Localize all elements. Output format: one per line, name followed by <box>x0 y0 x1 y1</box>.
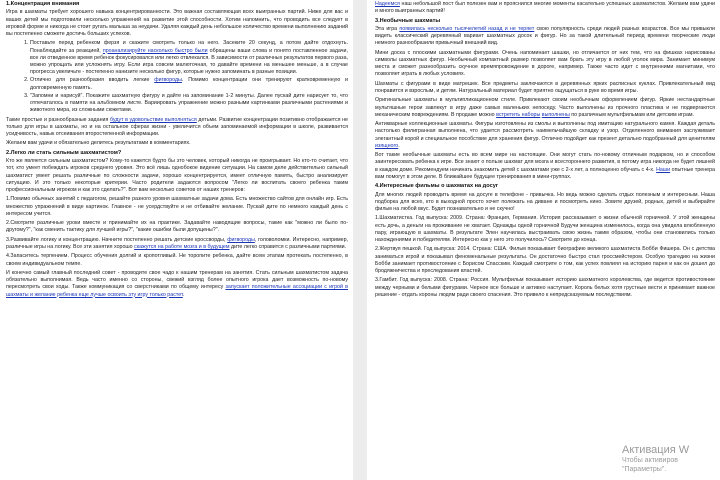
hyperlink-text[interactable]: фигвороды <box>227 236 255 243</box>
text-run: Желаем вам удачи и обязательно делитесь результатами в комментариях. <box>6 140 191 147</box>
hyperlink-text[interactable]: Надеемся <box>375 1 400 7</box>
paragraph <box>375 121 715 150</box>
paragraph <box>6 9 348 38</box>
paragraph <box>6 220 348 234</box>
hyperlink-text[interactable]: фигвороды <box>154 77 182 84</box>
hyperlink-text[interactable]: скажутся на работе мозга и в будущем <box>134 243 230 250</box>
hyperlink-text[interactable]: будут в удовольствие выполняться <box>109 116 197 123</box>
watermark-title: Активация W <box>622 444 690 456</box>
list-item <box>30 40 348 76</box>
text-run: свою популярность среди людей разных возрастов. Все мы привыкли видеть классический деревянный вариант шахматных досок и фигур. Но за такой длительный период времени творческие люди немного разнообразили привычный внешний вид. <box>375 25 715 47</box>
text-run: , головоломки. Интересно, например, различные игры на логику. Все эти занятия хорошо <box>6 236 348 250</box>
text-run: Отлично для разнообразия вводить легкие <box>30 77 155 84</box>
text-run: опытные тренера вам помогут в этом деле. В ближайшее будущее тренирования в мини-группах. <box>375 166 716 180</box>
document-page-right <box>367 0 720 480</box>
hyperlink-text[interactable]: запускает положительные ассоциации с игрой в шахматы и желание ребенка еще лучше освоить эту игру только растет <box>6 284 348 298</box>
text-run: 2.Смотрите различные уроки вместе и принимайте их на практике. Задавайте наводящие вопросы, такие как "можно ли было по-другому?", "как сменить тактику для лучшей игры?", "какие ошибки были допущены?". <box>6 220 348 234</box>
section-heading: 2.Легко ли стать сильным шахматистом? <box>6 149 122 156</box>
text-run: Игра в шахматы требует хорошего навыка концентрированности. Это важная составляющая всех выигранных партий. Ниже для вас и ваших детей мы подготовили несколько упражнений на развитие этой способности. Хотим напомнить, что проводить все следует в игровой форме и никогда не стоит ругать малыша за неудачи. Удаляя каждый день небольшое количество времени выполнению заданий вы постепенно сможете достичь больших успехов. <box>6 9 348 37</box>
hyperlink-text[interactable]: изящного <box>375 142 399 149</box>
text-run: по различным мультфильмам или детским играм. <box>569 111 694 118</box>
numbered-list <box>6 40 348 114</box>
hyperlink-text[interactable]: Наши <box>656 166 671 173</box>
text-run: Для многих людей проводить время на досуге в телефоне - привычка. Но ведь можно сделать отдых полезным и интересным. Наша подборка для всех, кто в выходной просто хочет полежать на диване и посмотреть кино. Зовите друзей, родных, детей и выбирайте фильм на любой вкус. Будет познавательно и не скучно! <box>375 191 715 212</box>
paragraph <box>6 270 348 299</box>
paragraph <box>375 192 715 214</box>
text-run: Мини доска с плоскими шахматными фигурами. Очень напоминает шашки, но отличается от них тем, что на фишках нарисованы символы шахматных фигур. Необычный компактный размер позволяет вам брать эту игру в любой уголок мира. Занимает минимум места и сможет разнообразить скучное времяпровождение в дороге, например. Также часто идет с внутренними магнитами, что позволяет играть в любых условиях. <box>375 49 715 78</box>
text-run: Эта игра <box>375 25 400 32</box>
hyperlink-text[interactable]: выполнены <box>541 111 570 118</box>
section-heading: 1.Концентрация внимания <box>6 1 80 7</box>
paragraph <box>375 152 715 181</box>
text-run: Поставьте перед ребенком ферзя и скажите смотреть только на него. Засеките 20 секунд, а потом дайте отдохнуть. Понаблюдайте за реакцией, <box>30 40 348 54</box>
document-page-left <box>0 0 353 480</box>
text-run: детьми. Развитие концентрации позитивно отображается не только для игры в шахматы, но и на остальное сферах жизни - увеличится объем запоминаемой информации в школе, развивается усидчивость, навык отсеивания второстепенной информации. <box>6 116 348 138</box>
paragraph <box>375 246 715 275</box>
text-run: "Запомни и нарисуй". Покажите шахматную фигуру и дайте на запоминание 1-2 минуты. Далее пускай дите нарисует то, что отпечаталось в памяти на альбомном листе. Вариировать упражнение можно разными картинками различными растениями и животного мира, из сложными сюжетами. <box>30 92 348 114</box>
text-run: 1.Помимо обычных занятий с педагогом, решайте разного уровня шахматные задачи дома. Есть множество сайтов для онлайн игр. Есть множество упражнений в виде картинок. Главное - не усердствуйте и не отбивайте желание. Пускай дите по немного каждый день с интересом учится. <box>6 196 348 217</box>
text-run: 3.Развивайте логику и концентрацию. Начните постепенно решать детские кроссворды, <box>6 236 228 243</box>
hyperlink-text[interactable]: появилась несколько тысячелетий назад и не теряет <box>399 25 535 32</box>
list-item <box>30 93 348 115</box>
watermark-line: Чтобы активиров <box>622 457 678 464</box>
text-run: Антикварные коллекционные шахматы. Фигуры изготовлены из смолы и выполнены под имитацию натурального камня. Каждая деталь настолько филигранная выполнена, что удается рассмотреть наимельчайшую складку и узор. Отделенного внимания заслуживает элегантный корой и специальное пособствие для хранения фигур. Отлично подойдет как презент детально подобранный для ценителям <box>375 121 715 142</box>
paragraph <box>375 50 715 79</box>
text-run: Кто же является сильным шахматистом? Кому-то кажется будто бы это человек, который никогда не проигрывает. Но кто-то считает, что тот, кто умеет побеждать игроков среднего уровня. Это всё лишь однобокое видение ситуации. На самом деле действительно сильный шахматист умеет решать различные по сложности задачи, хорошо концентрируется, имеет отличную память, быстро анализирует ситуацию. И это только некоторые критерии. Часто родители задаются вопросом "Легко ли воспитать своего ребенка таким профессиональным игроком и как это сделать?". Вот вам несколько советов от наших тренеров: <box>6 158 348 193</box>
paragraph <box>6 158 348 194</box>
paragraph <box>6 117 348 139</box>
paragraph <box>6 237 348 251</box>
paragraph <box>375 277 715 299</box>
hyperlink-text[interactable]: проанализируйте насколько быстро были <box>102 47 208 54</box>
paragraph <box>6 196 348 218</box>
text-run: Вот такие необычные шахматы есть во всем мире на настоящие. Они могут стать по-новому отличным подарком, но и способом заинтересовать ребенка к игре. Все знают о пользе шахмат для мозга и всестороннего развития, в потому игра никогда не будет лишней в каждом доме. Рекомендуем начинать знакомить детей с шахматами уже с 2-х лет, а полноценно обучать с 4-х. <box>375 152 715 173</box>
section-heading: 4.Интересные фильмы о шахматах на досуг <box>375 183 499 190</box>
text-run: Такие простые и разнообразные задания <box>6 116 110 123</box>
text-run: 4.Запаситесь терпением. Процесс обучения долгий и кропотливый. Не торопите ребенка, дайте всем этапам протекать постепенно, в своем индивидуальном темпе. <box>6 253 348 267</box>
paragraph <box>6 253 348 267</box>
text-run: . Помимо концентрации они тренируют кратковременную и долговременную память. <box>30 77 348 91</box>
list-item <box>30 77 348 91</box>
text-run: дите легко справится с различными партиями. <box>229 243 347 250</box>
paragraph <box>375 1 715 15</box>
text-run: 2.Жертвуя пешкой. Год выпуска: 2014. Страна: США. Фильм показывает биографию великого шахматиста Бобби Фишера. Он с детства заниматься игрой и показывал феноменальные результаты. Он достаточно быстро стал гроссмейстером. Особую трагедию на жизни Бобби занимает противостояние с Борисом Спасским. Каждый смотрите о том, как успех повлиял на историю парня и как он дошел до бродяжничества и преследования властей. <box>375 246 715 274</box>
paragraph <box>375 26 715 48</box>
paragraph <box>375 215 715 244</box>
paragraph <box>6 140 348 147</box>
watermark-line: "Параметры". <box>622 465 667 473</box>
text-run: . <box>182 291 185 298</box>
text-run: наш небольшой пост был полезен вам и прояснился многие моменты касательно успешных шахматистов. Желаем вам удачи и много выигранных партий! <box>375 1 715 15</box>
text-run: Шахматы с фигурами в виде матрешек. Все предметы заключаются в деревянных ярких расписных куклах. Привлекательный вид понравится и взрослым, и детям. Натуральный материал будет приятно ощущаться в руке во время игры. <box>375 80 715 94</box>
text-run: И конечно самый главный последний совет - проводите свое чадо к нашим тренерам на занятия. Стать сильным шахматистом задача обязательно выполнимая. Ведь часто именно со стороны, свежий взгляд более опытного игрока дает возможность по-новому пересмотреть свои ходы. Также коммуникация со сверстниками по общему интересу <box>6 269 348 291</box>
windows-activation-watermark <box>622 444 714 474</box>
hyperlink-text[interactable]: встретить наборы <box>496 111 541 118</box>
text-run: 1.Шахматистка. Год выпуска: 2009. Страна: Франция, Германия. История рассказывает о жизни обычной горничной. У этой женщины есть дочь, а деньги на проживание не хватает. Однажды одной горничной Будучи женщина изменилось, когда она увидела влюбленную пару, играющую в шахматы. В результате Элен научилась выстраивать свою жизнь таким образом, чтобы они становились только нахождениями и победителям. Интересно как у него это получилось? Смотрите до конца. <box>375 215 715 243</box>
paragraph <box>375 81 715 95</box>
paragraph <box>375 97 715 119</box>
text-run: . <box>398 142 400 149</box>
text-run: Оригинальные шахматы в мультипликационном стиле. Привлекают своим необычным оформлением фигур. Яркие нестандартные мультяшные герои завлекут в игру даже самых маленьких непоседу. Часто выполнены из прочного пластика и не подвергаются механическим повреждениям. В продаже можно <box>375 97 715 118</box>
text-run: 3.Гамбит. Год выпуска: 2008. Страна: Россия. Мультфильм показывает историю шахматного королевства, где ведется противостояние между черными и белыми фигурами. Черное все больше и активно наступает. Король белых хотя грустные вести и принимает важное решение - отдать короны людям ради своего спасения. Это привело к непредсказуемым последствиям. <box>375 277 715 298</box>
text-run: обращены ваши слова и понято поставленное задачи, все ли отведенное время ребенок фокусировался или легко отвлекался. В зависимости от различных результатов первого раза, можно упрощать или усложнять игру. Если игра совсем малюточная, то давайте времени на меньшее меньше, а в случае прогресса увеличьте - постепенно нанизите несколько фигур, которые нужно запоминать в разные позиции. <box>30 47 348 76</box>
section-heading: 3.Необычные шахматы <box>375 17 441 24</box>
